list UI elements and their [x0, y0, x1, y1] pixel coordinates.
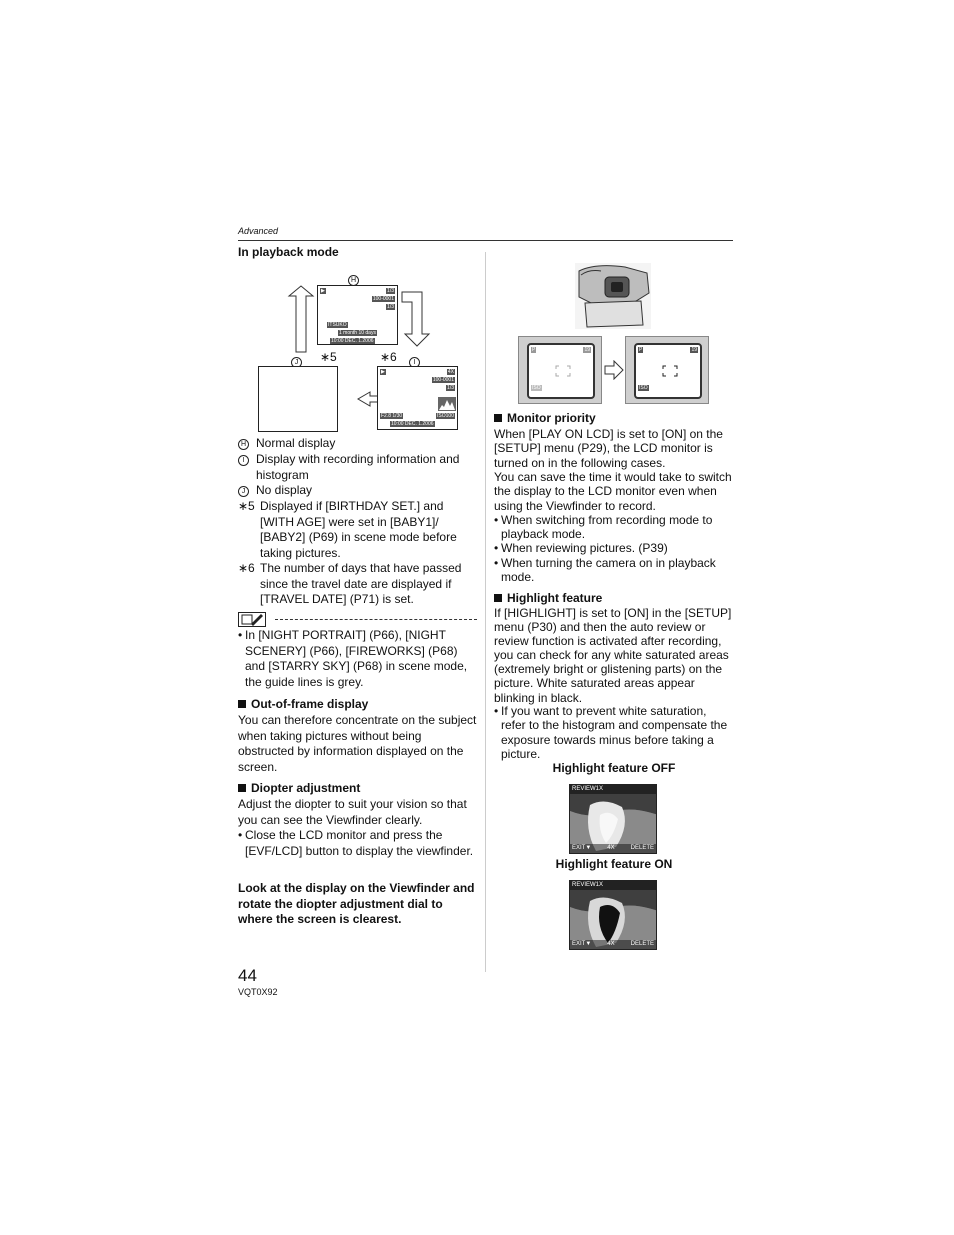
square-bullet-icon — [238, 700, 246, 708]
review-label: REVIEW1X — [572, 882, 604, 888]
square-bullet-icon — [494, 594, 502, 602]
highlight-body: If [HIGHLIGHT] is set to [ON] in the [SETUP] menu (P30) and then the auto review or review function is activated after recording, you can check for any white saturated areas (extremely bright or glistening parts) on the picture. White saturated areas appear blinking in black. — [494, 606, 732, 705]
legend-item-star5: ∗5 Displayed if [BIRTHDAY SET.] and [WITH AGE] were set in [BABY1]/ [BABY2] (P69) in scene mode before taking pictures. — [238, 499, 457, 560]
square-bullet-icon — [494, 414, 502, 422]
note-divider — [275, 619, 477, 620]
screen1-line1: 1/3 — [387, 288, 394, 294]
focus-brackets-icon — [662, 365, 678, 377]
highlight-heading: Highlight feature — [494, 591, 734, 606]
top-rule — [238, 240, 733, 241]
screen2-exposure: F2.8 1/30 — [381, 413, 403, 419]
legend-item-h: H Normal display — [238, 436, 478, 452]
screen1-date: 10:00 DEC. 1.2006 — [331, 338, 374, 344]
screen1-name: ITSUKO — [328, 322, 347, 328]
screen1-mode: ▶ — [321, 288, 325, 294]
exit-label: EXIT▼ — [572, 845, 592, 851]
no-display-screen — [258, 366, 338, 432]
note-bullet: • In [NIGHT PORTRAIT] (P66), [NIGHT SCENERY] (P66), [FIREWORKS] (P68) and [STARRY SKY] (P68) in scene mode, the guide lines is grey. — [238, 628, 468, 689]
highlight-bullet: • If you want to prevent white saturation, refer to the histogram and compensate the exposure towards minus before taking a picture. — [494, 704, 728, 761]
review-label: REVIEW1X — [572, 786, 604, 792]
diopter-instruction: Look at the display on the Viewfinder and rotate the diopter adjustment dial to where the screen is clearest. — [238, 881, 475, 927]
arrow-right-icon — [604, 360, 624, 380]
delete-label: DELETE — [630, 941, 654, 947]
screen1-line2: 100-0001 — [372, 296, 394, 302]
focus-brackets-icon — [555, 365, 571, 377]
zoom-label: 4X — [607, 941, 615, 947]
screen2-line3: 1/3 — [447, 385, 454, 391]
screen1-line3: 1/3 — [387, 304, 394, 310]
monitor-priority-body1: When [PLAY ON LCD] is set to [ON] on the [SETUP] menu (P29), the LCD monitor is turned on in the following cases. — [494, 427, 723, 470]
document-code: VQT0X92 — [238, 987, 278, 997]
out-of-frame-body: You can therefore concentrate on the subject when taking pictures without being obstructed by information displayed on the screen. — [238, 713, 477, 774]
screen2-line1: 4X — [447, 369, 454, 375]
screen2-date: 10:00 DEC. 1.2006 — [391, 421, 434, 427]
delete-label: DELETE — [630, 845, 654, 851]
label-star5: ∗5 — [320, 350, 337, 364]
exit-label: EXIT▼ — [572, 941, 592, 947]
zoom-label: 4X — [607, 845, 615, 851]
histogram-display-screen — [377, 366, 458, 430]
highlight-on-screen — [569, 880, 657, 950]
monitor-priority-heading: Monitor priority — [494, 411, 734, 426]
normal-display-screen — [317, 285, 398, 345]
vf1-top-right: 19 — [584, 347, 590, 353]
playback-diagram — [250, 268, 465, 434]
camera-viewfinder-illustration — [575, 263, 651, 329]
screen1-age: 1 month 10 days — [339, 330, 376, 336]
vf1-top-left: P — [532, 347, 536, 353]
review-bar-top — [570, 785, 656, 794]
playback-title: In playback mode — [238, 245, 339, 259]
screen2-line2: 100-0001 — [432, 377, 454, 383]
out-of-frame-heading: Out-of-frame display — [238, 697, 478, 712]
viewfinder-blurry-screen — [518, 336, 602, 404]
monitor-bullet-3: • When turning the camera on in playback mode. — [494, 556, 716, 585]
note-icon — [238, 612, 266, 627]
diopter-heading: Diopter adjustment — [238, 781, 478, 796]
histogram-icon — [438, 397, 456, 411]
highlight-off-screen — [569, 784, 657, 854]
monitor-priority-body2: You can save the time it would take to switch the display to the LCD monitor even when using the Viewfinder to record. — [494, 470, 732, 513]
highlight-off-label: Highlight feature OFF — [552, 761, 676, 775]
diopter-body: Adjust the diopter to suit your vision so that you can see the Viewfinder clearly. — [238, 797, 467, 827]
vf2-top-left: P — [639, 347, 643, 353]
diopter-bullet: • Close the LCD monitor and press the [EVF/LCD] button to display the viewfinder. — [238, 828, 474, 858]
column-divider — [485, 252, 486, 972]
review-bar-top — [570, 881, 656, 890]
legend-item-j: J No display — [238, 483, 478, 499]
monitor-bullet-1: • When switching from recording mode to playback mode. — [494, 513, 713, 542]
screen2-mode: ▶ — [381, 369, 385, 375]
legend-item-i: I Display with recording information and histogram — [238, 452, 478, 483]
monitor-bullet-2: • When reviewing pictures. (P39) — [494, 541, 668, 555]
label-h: H — [348, 270, 359, 288]
vf2-bottom-left: ISO — [639, 385, 648, 391]
page-number: 44 — [238, 966, 257, 985]
legend-item-star6: ∗6 The number of days that have passed since the travel date are displayed if [TRAVEL DATE] (P71) is set. — [238, 561, 462, 607]
viewfinder-sharp-screen — [625, 336, 709, 404]
square-bullet-icon — [238, 784, 246, 792]
label-star6: ∗6 — [380, 350, 397, 364]
highlight-on-label: Highlight feature ON — [555, 857, 673, 871]
section-tag: Advanced — [238, 226, 279, 236]
vf1-bottom-left: ISO — [532, 385, 541, 391]
vf2-top-right: 19 — [691, 347, 697, 353]
review-bar-bottom — [570, 940, 656, 949]
label-j: J — [291, 352, 302, 370]
review-bar-bottom — [570, 844, 656, 853]
label-i: I — [409, 352, 420, 370]
screen2-iso: ISO100 — [437, 413, 454, 419]
